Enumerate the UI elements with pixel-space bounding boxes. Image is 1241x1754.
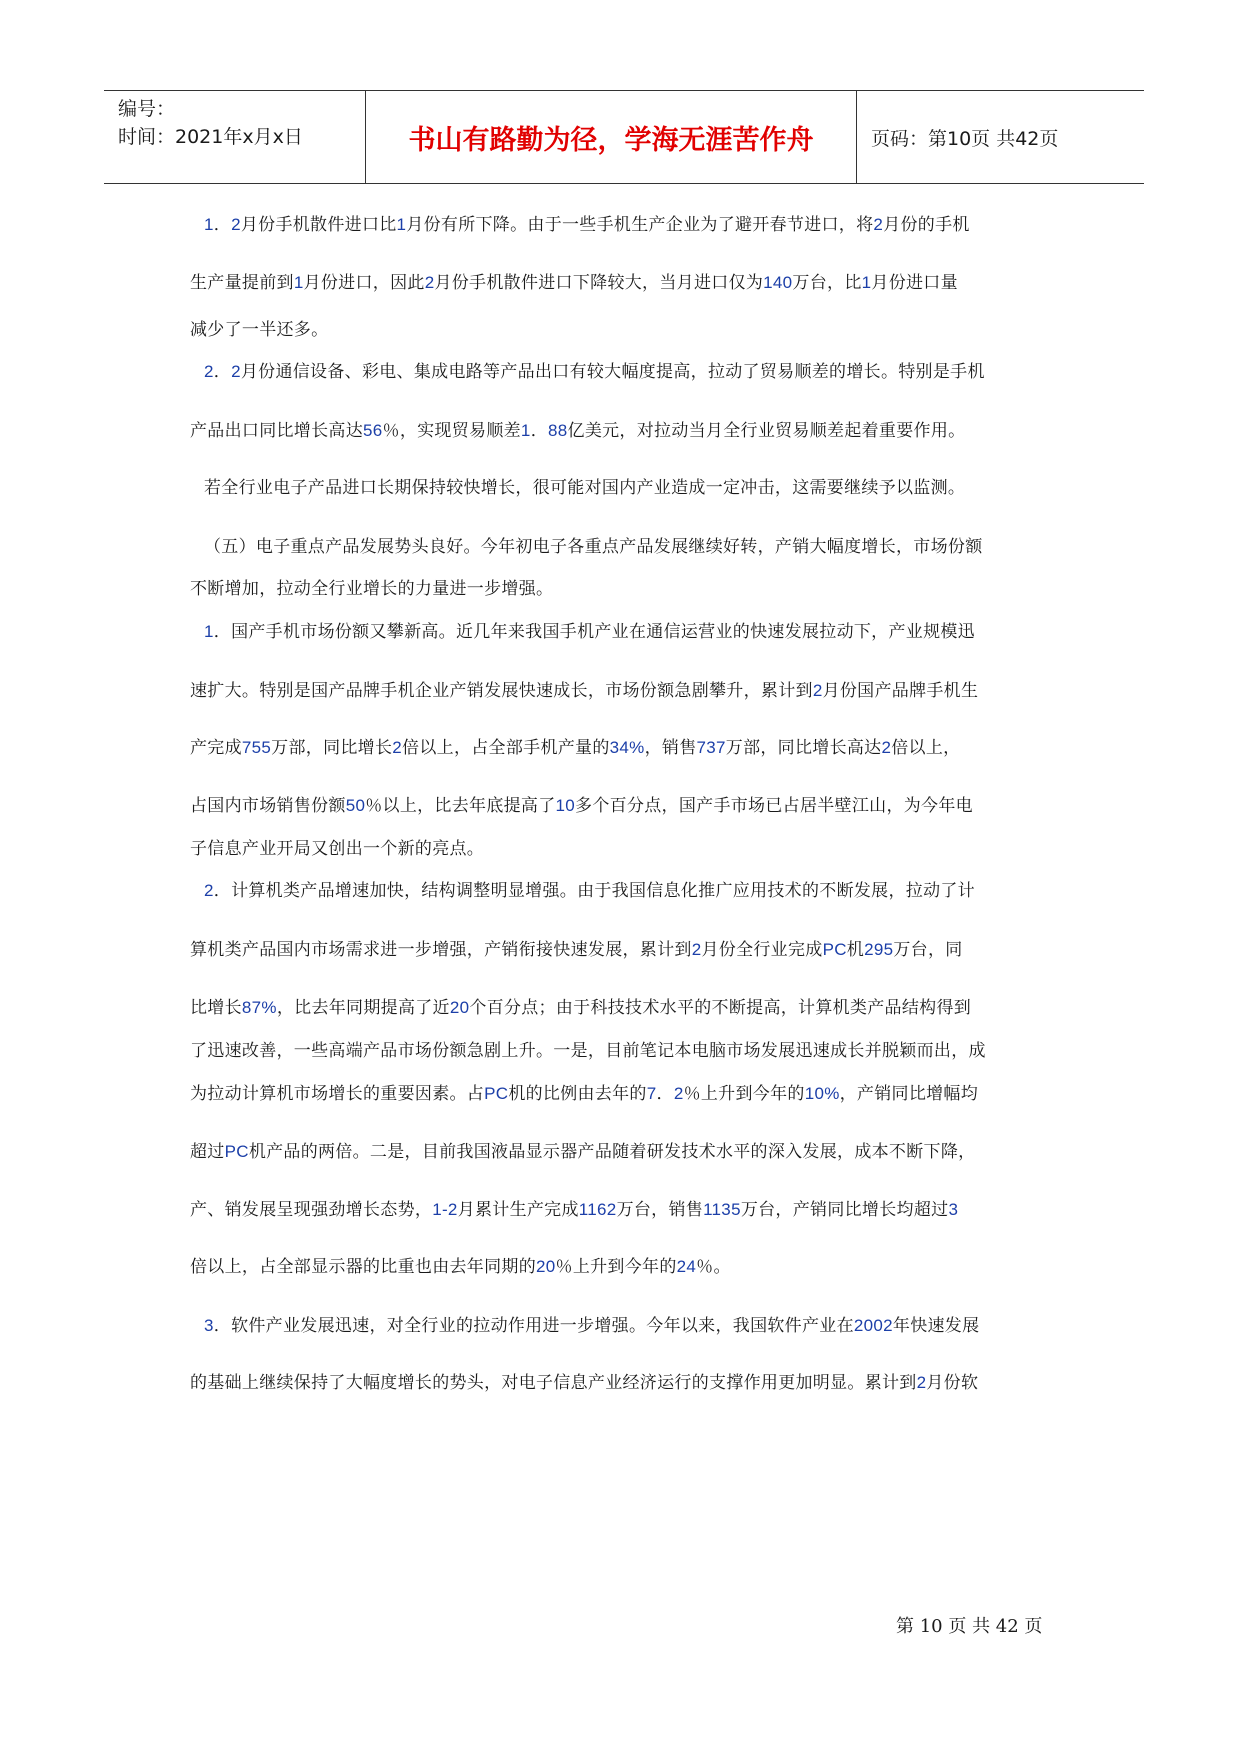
body-line: 的基础上继续保持了大幅度增长的势头，对电子信息产业经济运行的支撑作用更加明显。累计到2月份软 [190,1373,979,1393]
body-line: 2．2月份通信设备、彩电、集成电路等产品出口有较大幅度提高，拉动了贸易顺差的增长。特别是手机 [204,362,985,382]
body-line: 倍以上，占全部显示器的比重也由去年同期的20％上升到今年的24％。 [190,1257,731,1277]
body-line: 2．计算机类产品增速加快，结构调整明显增强。由于我国信息化推广应用技术的不断发展，拉动了计 [204,881,975,901]
body-line: 若全行业电子产品进口长期保持较快增长，很可能对国内产业造成一定冲击，这需要继续予以监测。 [204,478,966,498]
body-line: 3．软件产业发展迅速，对全行业的拉动作用进一步增强。今年以来，我国软件产业在2002年快速发展 [204,1316,980,1336]
body-line: （五）电子重点产品发展势头良好。今年初电子各重点产品发展继续好转，产销大幅度增长，市场份额 [204,537,983,557]
page-header [104,90,1144,184]
header-date: 时间：2021年x月x日 [118,126,303,148]
body-line: 产、销发展呈现强劲增长态势，1-2月累计生产完成1162万台，销售1135万台，产销同比增长均超过3 [190,1200,959,1220]
header-page-info: 页码：第10页 共42页 [871,127,1059,150]
body-line: 速扩大。特别是国产品牌手机企业产销发展快速成长，市场份额急剧攀升，累计到2月份国产品牌手机生 [190,681,979,701]
header-meta [104,91,366,183]
header-motto-cell [366,91,857,183]
header-motto: 书山有路勤为径，学海无涯苦作舟 [408,124,814,156]
page-footer: 第 10 页 共 42 页 [896,1616,1043,1637]
body-line: 1．国产手机市场份额又攀新高。近几年来我国手机产业在通信运营业的快速发展拉动下，产业规模迅 [204,622,975,642]
body-line: 产品出口同比增长高达56％，实现贸易顺差1．88亿美元，对拉动当月全行业贸易顺差起着重要作用。 [190,421,966,441]
body-line: 比增长87%，比去年同期提高了近20个百分点；由于科技技术水平的不断提高，计算机类产品结构得到 [190,998,972,1018]
body-line: 子信息产业开局又创出一个新的亮点。 [190,839,485,859]
body-line: 占国内市场销售份额50％以上，比去年底提高了10多个百分点，国产手市场已占居半壁江山，为今年电 [190,796,973,816]
body-line: 不断增加，拉动全行业增长的力量进一步增强。 [190,579,554,599]
body-line: 算机类产品国内市场需求进一步增强，产销衔接快速发展，累计到2月份全行业完成PC机295万台，同 [190,940,963,960]
body-line: 超过PC机产品的两倍。二是，目前我国液晶显示器产品随着研发技术水平的深入发展，成本不断下降， [190,1142,976,1162]
body-line: 减少了一半还多。 [190,320,329,340]
header-number-label: 编号： [118,98,176,120]
body-line: 1．2月份手机散件进口比1月份有所下降。由于一些手机生产企业为了避开春节进口，将2月份的手机 [204,215,970,235]
body-line: 为拉动计算机市场增长的重要因素。占PC机的比例由去年的7．2％上升到今年的10%，产销同比增幅均 [190,1084,979,1104]
body-line: 产完成755万部，同比增长2倍以上，占全部手机产量的34%，销售737万部，同比增长高达2倍以上， [190,738,961,758]
body-line: 生产量提前到1月份进口，因此2月份手机散件进口下降较大，当月进口仅为140万台，比1月份进口量 [190,273,958,293]
body-line: 了迅速改善，一些高端产品市场份额急剧上升。一是，目前笔记本电脑市场发展迅速成长并脱颖而出，成 [190,1041,986,1061]
